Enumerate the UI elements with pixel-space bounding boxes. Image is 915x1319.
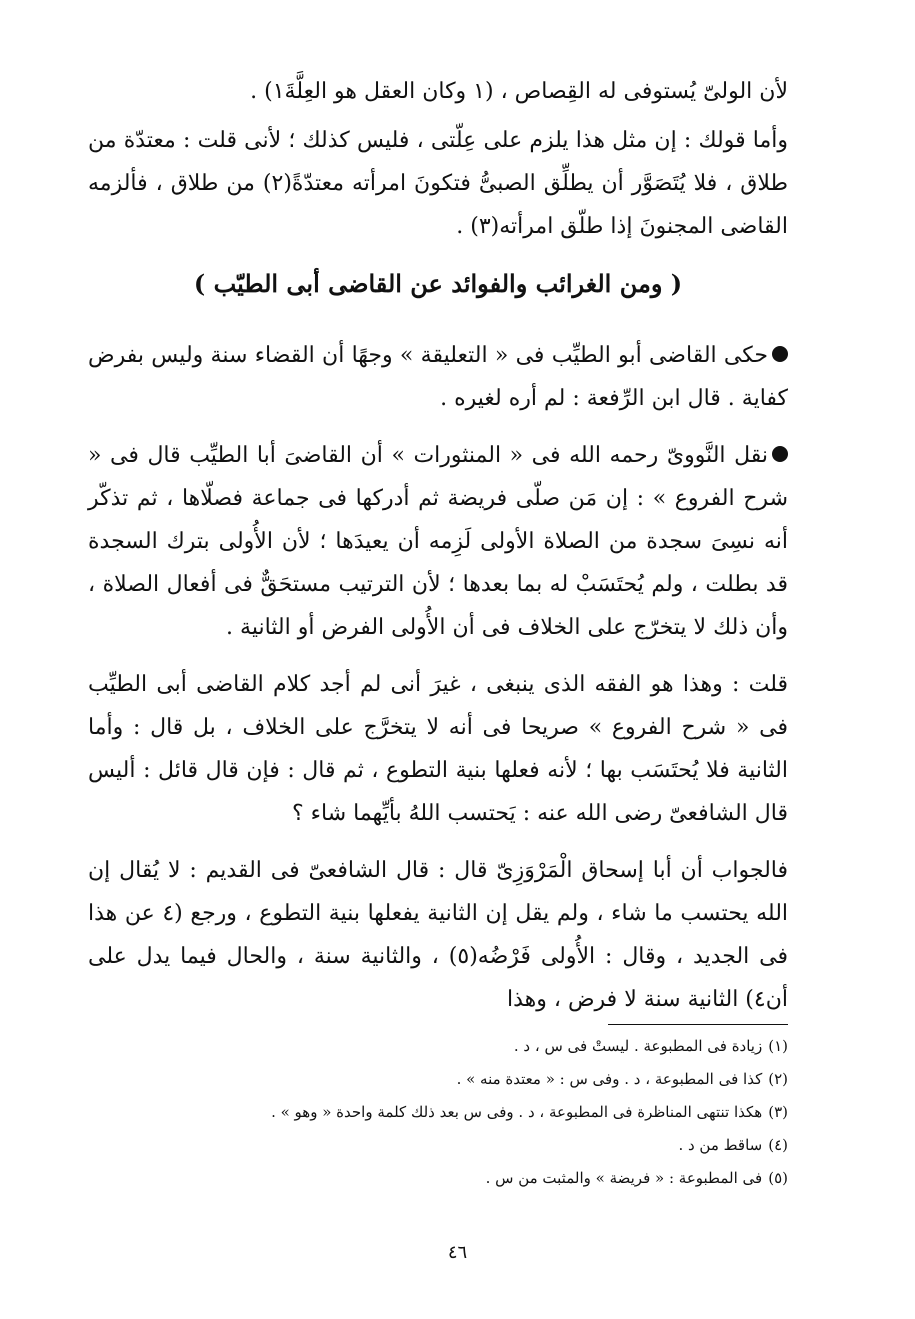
footnote-5 <box>88 1162 788 1195</box>
footnote-1 <box>88 1030 788 1063</box>
footnote-text: ساقط من د . <box>678 1136 763 1154</box>
footnote-3 <box>88 1096 788 1129</box>
paragraph-3 <box>88 334 788 420</box>
footnote-2 <box>88 1063 788 1096</box>
footnote-number: (٣) <box>768 1103 788 1121</box>
page-body <box>88 70 788 1035</box>
paragraph-6: فالجواب أن أبا إسحاق الْمَرْوَزِىّ قال : قال الشافعىّ فى القديم : لا يُقال إن الله يحتسب ما شاء ، ولم يقل إن الثانية يفعلها بنية التطوع ، ورجع (٤ عن هذا فى الجديد ، وقال : الأُولى فَرْضُه(٥) ، والثانية سنة ، والحال فيما يدل على أن٤) الثانية سنة لا فرض ، وهذا <box>88 858 789 1012</box>
footnote-list <box>88 1030 788 1195</box>
footnote-4 <box>88 1129 788 1162</box>
footnote-text: هكذا تنتهى المناظرة فى المطبوعة ، د . وفى س بعد ذلك كلمة واحدة « وهو » . <box>271 1103 763 1121</box>
footnote-text: زيادة فى المطبوعة . ليستْ فى س ، د . <box>513 1037 763 1055</box>
section-heading: ( ومن الغرائب والفوائد عن القاضى أبى الطيّب ) <box>193 269 683 298</box>
footnote-number: (٥) <box>768 1169 788 1187</box>
footnote-text: فى المطبوعة : « فريضة » والمثبت من س . <box>485 1169 763 1187</box>
paragraph-3-text: حكى القاضى أبو الطيِّب فى « التعليقة » وجهًا أن القضاء سنة وليس بفرض كفاية . قال ابن الرِّفعة : لم أره لغيره . <box>88 343 788 411</box>
paragraph-2: وأما قولك : إن مثل هذا يلزم على عِلّتى ، فليس كذلك ؛ لأنى قلت : معتدّة من طلاق ، فلا يُتَصَوَّر أن يطلِّق الصبىُّ فتكونَ امرأته معتدّةً(٢) من طلاق ، فألزمه القاضى المجنونَ إذا طلّق امرأته(٣) . <box>88 128 788 239</box>
footnote-number: (٤) <box>768 1136 788 1154</box>
footnote-divider <box>608 1024 788 1025</box>
paragraph-4-text: نقل النَّووىّ رحمه الله فى « المنثورات » أن القاضىَ أبا الطيِّب قال فى « شرح الفروع » : إن مَن صلّى فريضة ثم أدركها فى جماعة فصلّاها ، ثم تذكّر أنه نسِىَ سجدة من الصلاة الأولى لَزِمه أن يعيدَها ؛ لأن الأُولى بترك السجدة قد بطلت ، ولم يُحتَسَبْ له بما بعدها ؛ لأن الترتيب مستحَقٌّ فى أفعال الصلاة ، وأن ذلك لا يتخرّج على الخلاف فى أن الأُولى الفرض أو الثانية . <box>88 443 788 640</box>
page-number: ٤٦ <box>447 1242 468 1263</box>
paragraph-4 <box>88 434 788 649</box>
paragraph-1: لأن الولىّ يُستوفى له القِصاص ، (١ وكان العقل هو العِلَّةَ١) . <box>250 79 788 104</box>
paragraph-5: قلت : وهذا هو الفقه الذى ينبغى ، غيرَ أنى لم أجد كلام القاضى أبى الطيِّب فى « شرح الفروع » صريحا فى أنه لا يتخرَّج على الخلاف ، بل قال : وأما الثانية فلا يُحتَسَب بها ؛ لأنه فعلها بنية التطوع ، ثم قال : فإن قال قائل : أليس قال الشافعىّ رضى الله عنه : يَحتسب اللهُ بأيِّهما شاء ؟ <box>88 672 788 826</box>
footnote-text: كذا فى المطبوعة ، د . وفى س : « معتدة منه » . <box>456 1070 763 1088</box>
bullet-icon <box>772 346 788 362</box>
footnote-number: (١) <box>768 1037 788 1055</box>
bullet-icon <box>772 446 788 462</box>
footnote-number: (٢) <box>768 1070 788 1088</box>
